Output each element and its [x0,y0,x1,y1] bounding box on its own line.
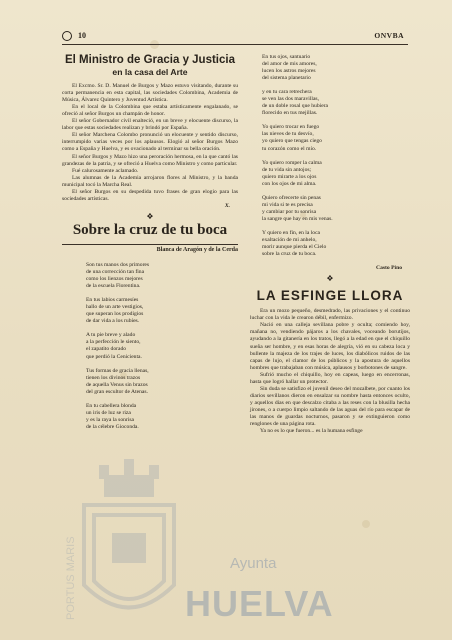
poem-line: de dar vida a los rubíes. [86,318,140,325]
poem-line: Quiero ofrecerte sin penas [262,194,321,201]
journal-name: ONVBA [374,31,404,40]
poem-line: sobre la cruz de tu boca. [262,251,317,258]
poem-line: A tu pie breve y alado [86,332,136,339]
poem-line: que superan los prodigios [86,311,144,318]
poem-line: exaltación de mi anhelo, [262,236,317,243]
poem-author: Blanca de Aragón y de la Cerda [62,244,238,254]
poem-stanza [86,297,238,325]
poem-line: yo quiero que tengas ciego [262,138,322,145]
poem-line: el zapatito dorado [86,346,127,353]
poem-line: En tu cabellera blonda [86,402,137,409]
poem-line: y es la raya la sonrisa [86,416,134,423]
poem-line: y cambiar por tu sonrisa [262,208,317,215]
poem-body [62,262,238,431]
article-title: El Ministro de Gracia y Justicia [64,54,235,66]
watermark-small-text: Ayunta [230,555,277,572]
circle-ornament-icon [62,31,72,41]
poem-line: florecido en tus mejillas. [262,110,318,117]
poem-line: de la célebre Gioconda. [86,423,139,430]
poem-line: de una corrección tan fina [86,269,145,276]
poem-line: de tu vida sin antojos; [262,166,312,173]
poem-line: En tus labios carmesíes [86,297,139,304]
poem-line: lucen los astros mejores [262,68,316,75]
article-paragraph: Sufrió mucho el chiquillo, hoy en capeas, luego en encerronas, hasta que logró hallar un protector. [250,371,410,385]
article-paragraph: Era un mozo pequeño, desmedrado, las privaciones y el continuo luchar con la vida le crearon débil, enfermizo. [250,308,410,322]
poem-stanza [262,54,410,82]
article-paragraph: El señor Marchena Colombo pronunció un elocuente y sentido discurso, interrumpido varias veces por los aplausos. Elogió al señor Burgos Mazo como a España y Huelva, y es ovacionado al terminar su bella oración. [62,132,238,153]
poem-line: del gran escultor de Atenas. [86,388,148,395]
poem-line: Yo quiero romper la calma [262,159,322,166]
article-title: LA ESFINGE LLORA [256,288,404,304]
poem-stanza [262,160,410,188]
header-rule [62,44,408,45]
poem-line: mi vida si te es precisa [262,201,313,208]
poem-line: a la perfección le siento, [86,339,141,346]
article-paragraph: El señor Burgos en su despedida tuvo frases de gran elogio para las sociedades artísticas. [62,188,238,202]
article-paragraph: El señor Burgos y Mazo hizo una peroración hermosa, en la que cantó las grandezas de la patria, y se ofreció a Huelva como Ministro y como particular. [62,153,238,167]
poem-stanza [86,403,238,431]
article-subtitle: en la casa del Arte [112,67,188,77]
side-label: PORTUS MARIS [65,536,77,620]
right-column [250,54,410,435]
poem-stanza [86,332,238,360]
poem-line: con los ojos de mi alma. [262,180,317,187]
article-paragraph: El Excmo. Sr. D. Manuel de Burgos y Mazo estuvo visitando, durante su corta permanencia en esta capital, las sociedades Colombina, Academia de Música, Álvarez Quintero y Juventud Artística. [62,83,238,104]
article-paragraph: Sin duda se satisfizo el juvenil deseo del mozalbete, por cuanto los diarios sevillanos dieron en ensalzar su nombre hasta entonces oculto, y aquellos días en que descalzo citaba a las reses con la blusilla hecha jirones, o a cuerpo limpio saltando de las aguas del río para escapar de las manos de guardas nocturnos, pasaron y se extinguieron como renglones de una página rota. [250,385,410,428]
poem-stanza [262,89,410,117]
left-column [62,54,238,438]
poem-line: Yo quiero trocar en fuego [262,124,320,131]
poem-stanza [86,262,238,290]
poem-line: de aquella Venus sin brazos [86,381,148,388]
poem-line: tu corazón como el mío. [262,145,317,152]
watermark-text: HUELVA [185,583,334,624]
poem-line: del amor de mis amores, [262,61,317,68]
poem-line: hallo de un arte vestigios, [86,304,144,311]
poem-line: del sistema planetario [262,75,311,82]
ornament-icon: ❖ [146,211,154,221]
poem-line: las nieves de tu desvío, [262,131,314,138]
poem-line: Y quiero en fin, en la loca [262,229,321,236]
poem-continuation [250,54,410,258]
poem-line: tienen los divinos trazos [86,374,141,381]
poem-line: como los lienzos mejores [86,276,143,283]
poem-stanza [262,230,410,258]
poem-line: de un doble rosal que hubiera [262,103,329,110]
poem-line: que perdió la Cenicienta. [86,353,142,360]
poem-line: quiero mirarte a los ojos [262,173,317,180]
coat-of-arms-watermark [64,445,194,635]
poem-line: morir aunque pierda el Cielo [262,244,327,251]
article-paragraph: Las alumnas de la Academia arrojaron flores al Ministro, y la banda municipal tocó la Marcha Real. [62,174,238,188]
poem-line: Tus formas de gracia llenas, [86,367,149,374]
poem-line: En tus ojos, santuario [262,54,311,60]
article-paragraph: Nació en una calleja sevillana pobre y oculta; comiendo hoy, mañana no, vendiendo pájaros a los chavales, voceando borutijos, ayudando a la gitanería en los tratos, llegó a la edad en que el chiquillo sueña ser hombre, y en esas horas de alegría, vió en su cabeza loca y bullente la majeza de los trajes de luces, los diabólicos ruidos de las capas de lujo, el clamor de los públicos y la apostura de aquellos hombres que trabajaban con música, aplausos y borbotones de sangre. [250,322,410,371]
poem-stanza [86,368,238,396]
poem-line: la sangre que hay en mis venas. [262,215,333,222]
article-paragraph: Ya no es lo que fueron... es la humana esfinge [260,428,363,435]
article-signature: X. [224,202,230,209]
poem-title: Sobre la cruz de tu boca [72,221,228,238]
page-number: 10 [62,31,86,41]
article-paragraph: En el local de la Colombina que estaba artísticamente engalanado, se ofreció al señor Burgos un champán de honor. [62,104,238,118]
article-paragraph: Fué calurosamente aclamado. [72,167,139,174]
poem-line: y en tu cara retrechera [262,89,312,96]
poem-stanza [262,195,410,223]
poem-line: de la escuela Florentina. [86,283,141,290]
poem-stanza [262,124,410,152]
paper-stain [362,520,370,528]
poem-line: se ven las dos maravillas, [262,96,320,103]
poem-line: un iris de luz se riza [86,409,131,416]
article-paragraph: El señor Gobernador civil enalteció, en un breve y elocuente discurso, la labor que estas sociedades realizan y brindó por España. [62,118,238,132]
poem-signature: Casto Pino [376,265,402,272]
ornament-icon: ❖ [326,274,334,284]
poem-line: Son tus manos dos primores [86,261,150,268]
